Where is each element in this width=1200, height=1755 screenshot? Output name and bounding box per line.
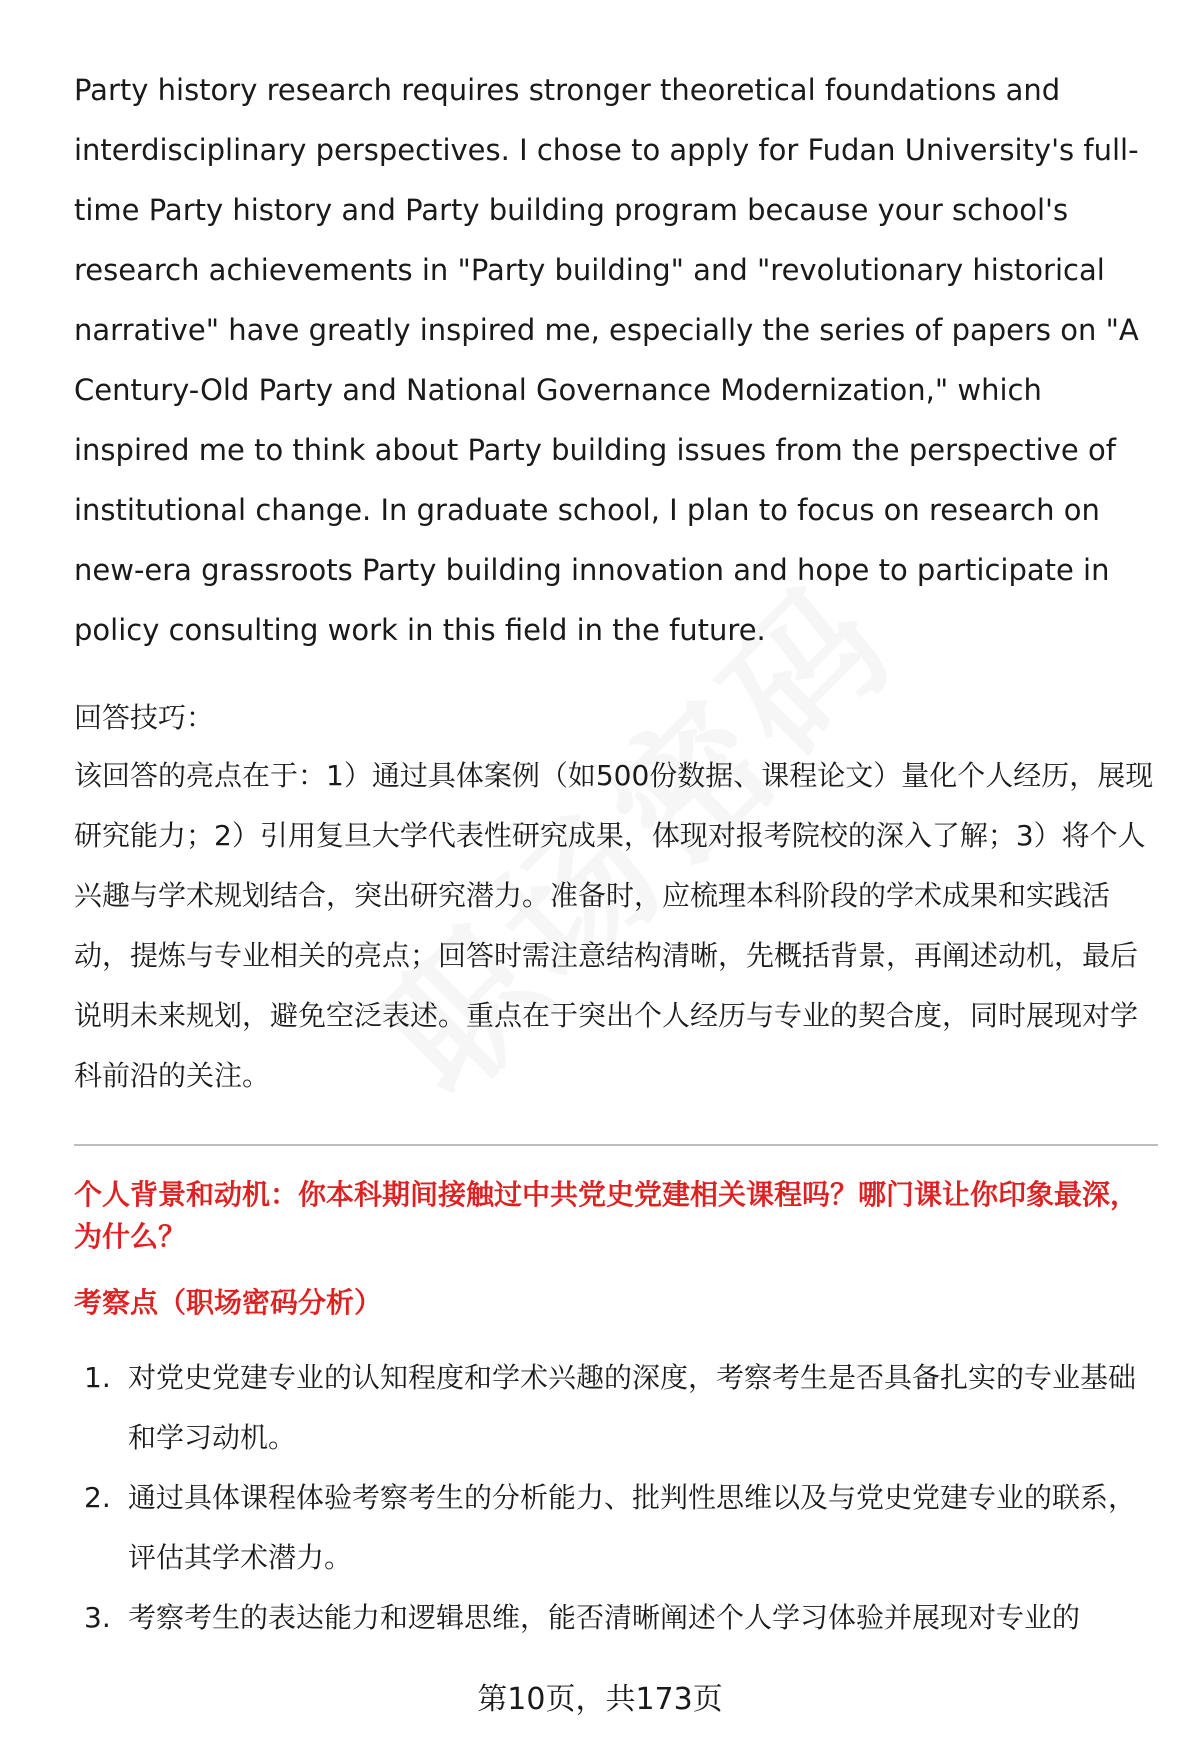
page-number-footer: 第10页，共173页 bbox=[477, 1682, 723, 1717]
list-item bbox=[74, 1348, 1154, 1468]
tips-label: 回答技巧： bbox=[74, 701, 215, 734]
list-item-number: 3. bbox=[84, 1601, 111, 1634]
list-item-text: 考察考生的表达能力和逻辑思维，能否清晰阐述个人学习体验并展现对专业的 bbox=[128, 1601, 1081, 1634]
tips-body: 该回答的亮点在于：1）通过具体案例（如500份数据、课程论文）量化个人经历，展现研究能力；2）引用复旦大学代表性研究成果，体现对报考院校的深入了解；3）将个人兴趣与学术规划结合，突出研究潜力。准备时，应梳理本科阶段的学术成果和实践活动，提炼与专业相关的亮点；回答时需注意结构清晰，先概括背景，再阐述动机，最后说明未来规划，避免空泛表述。重点在于突出个人经历与专业的契合度，同时展现对学科前沿的关注。 bbox=[74, 759, 1154, 1092]
assessment-points-list bbox=[74, 1348, 1154, 1648]
list-item bbox=[74, 1588, 1154, 1648]
list-item-number: 1. bbox=[84, 1361, 111, 1394]
assessment-points-heading: 考察点（职场密码分析） bbox=[74, 1286, 383, 1319]
list-item-text: 通过具体课程体验考察考生的分析能力、批判性思维以及与党史党建专业的联系，评估其学术潜力。 bbox=[128, 1481, 1137, 1574]
page-content bbox=[74, 60, 1154, 1648]
question-heading: 个人背景和动机：你本科期间接触过中共党史党建相关课程吗？哪门课让你印象最深，为什么？ bbox=[74, 1178, 1139, 1253]
list-item bbox=[74, 1468, 1154, 1588]
list-item-text: 对党史党建专业的认知程度和学术兴趣的深度，考察考生是否具备扎实的专业基础和学习动机。 bbox=[128, 1361, 1137, 1454]
section-divider bbox=[74, 1144, 1158, 1146]
list-item-number: 2. bbox=[84, 1481, 111, 1514]
english-answer-paragraph: Party history research requires stronger theoretical foundations and interdisciplinary perspectives. I chose to apply for Fudan University's full-time Party history and Party building program because your school's research achievements in "Party building" and "revolutionary historical narrative" have greatly inspired me, especially the series of papers on "A Century-Old Party and National Governance Modernization," which inspired me to think about Party building issues from the perspective of institutional change. In graduate school, I plan to focus on research on new-era grassroots Party building innovation and hope to participate in policy consulting work in this field in the future. bbox=[74, 73, 1139, 647]
